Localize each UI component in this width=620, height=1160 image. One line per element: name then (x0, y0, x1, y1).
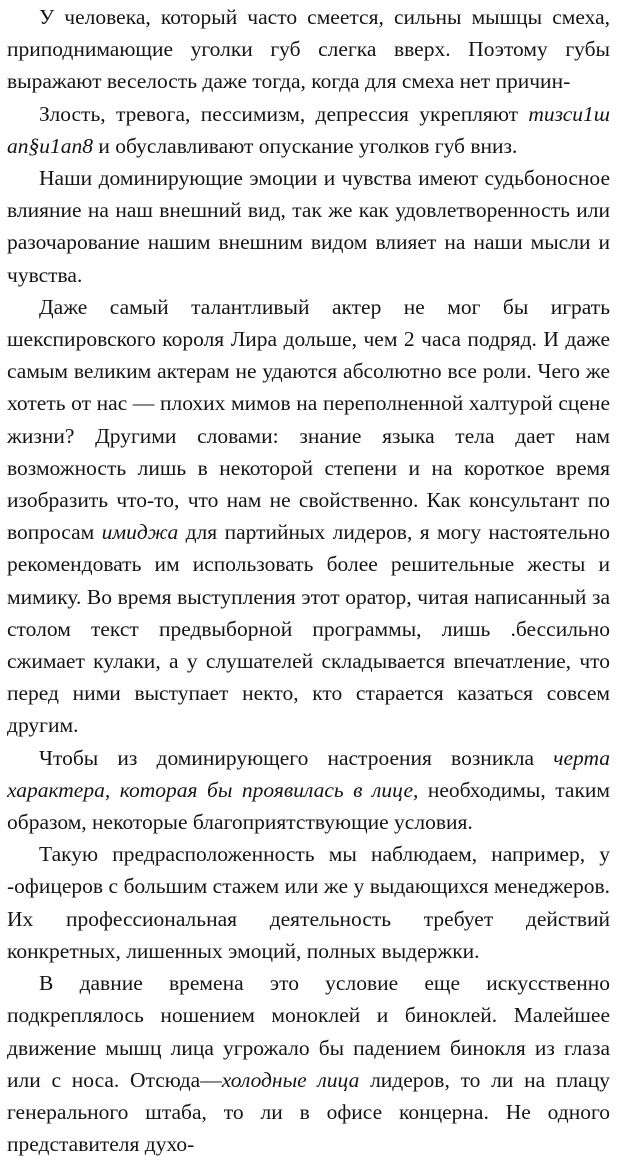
italic-text-run: тизси1ш ап§и1ап8 (7, 101, 610, 158)
text-run: Чтобы из доминирующего настроения возникла (39, 745, 554, 770)
italic-text-run: имиджа (101, 520, 179, 545)
italic-text-run: холодные лица (221, 1067, 360, 1092)
text-run: У человека, который часто смеется, сильны мышцы смеха, приподнимающие уголки губ слегка вверх. Поэтому губы выражают веселость даже тогда, когда для смеха нет причин- (7, 5, 610, 94)
text-run: Даже самый талантливый актер не мог бы играть шекспировского короля Лира дольше, чем 2 часа подряд. И даже самым великим актерам не удаются абсолютно все роли. Чего же хотеть от нас — плохих мимов на переполненной халтурой сцене жизни? Другими словами: знание языка тела дает нам возможность лишь в некоторой степени и на короткое время изобразить что-то, что нам не свойственно. Как консультант по вопросам (7, 294, 610, 545)
text-run: и обуславливают опускание уголков губ вниз. (93, 133, 518, 158)
paragraph (7, 1, 610, 98)
text-run: Злость, тревога, пессимизм, депрессия укрепляют (39, 101, 529, 126)
text-run: для партийных лидеров, я могу настоятельно рекомендовать им использовать более решительные жесты и мимику. Во время выступления этот оратор, читая написанный за столом текст предвыборной программы, лишь .бессильно сжимает кулаки, а у слушателей складывается впечатление, что перед ними выступает некто, кто старается казаться совсем другим. (7, 520, 611, 738)
text-run: лидеров, то ли на плацу генерального штаба, то ли в офисе концерна. Не одного представителя духо- (7, 1067, 610, 1157)
text-run: необходимы, таким образом, некоторые благоприятствующие условия. (7, 777, 610, 835)
text-run: Наши доминирующие эмоции и чувства имеют судьбоносное влияние на наш внешний вид, так же как удовлетворенность или разочарование нашим внешним видом влияет на наши мысли и чувства. (7, 166, 610, 287)
paragraph (7, 162, 610, 291)
paragraph (7, 967, 610, 1160)
paragraph (7, 742, 610, 839)
italic-text-run: черта характера, которая бы проявилась в лице, (7, 745, 610, 802)
text-run: Такую предрасположенность мы наблюдаем, например, у -офицеров с большим стажем или же у выдающихся менеджеров. Их профессиональная деятельность требует действий конкретных, лишенных эмоций, полных выдержки. (7, 842, 610, 963)
text-run: В давние времена это условие еще искусственно подкреплялось ношением моноклей и биноклей. Малейшее движение мышц лица угрожало бы падением бинокля из глаза или с носа. Отсюда— (7, 971, 610, 1092)
paragraph (7, 838, 610, 967)
paragraph (7, 98, 610, 162)
paragraph (7, 291, 610, 742)
